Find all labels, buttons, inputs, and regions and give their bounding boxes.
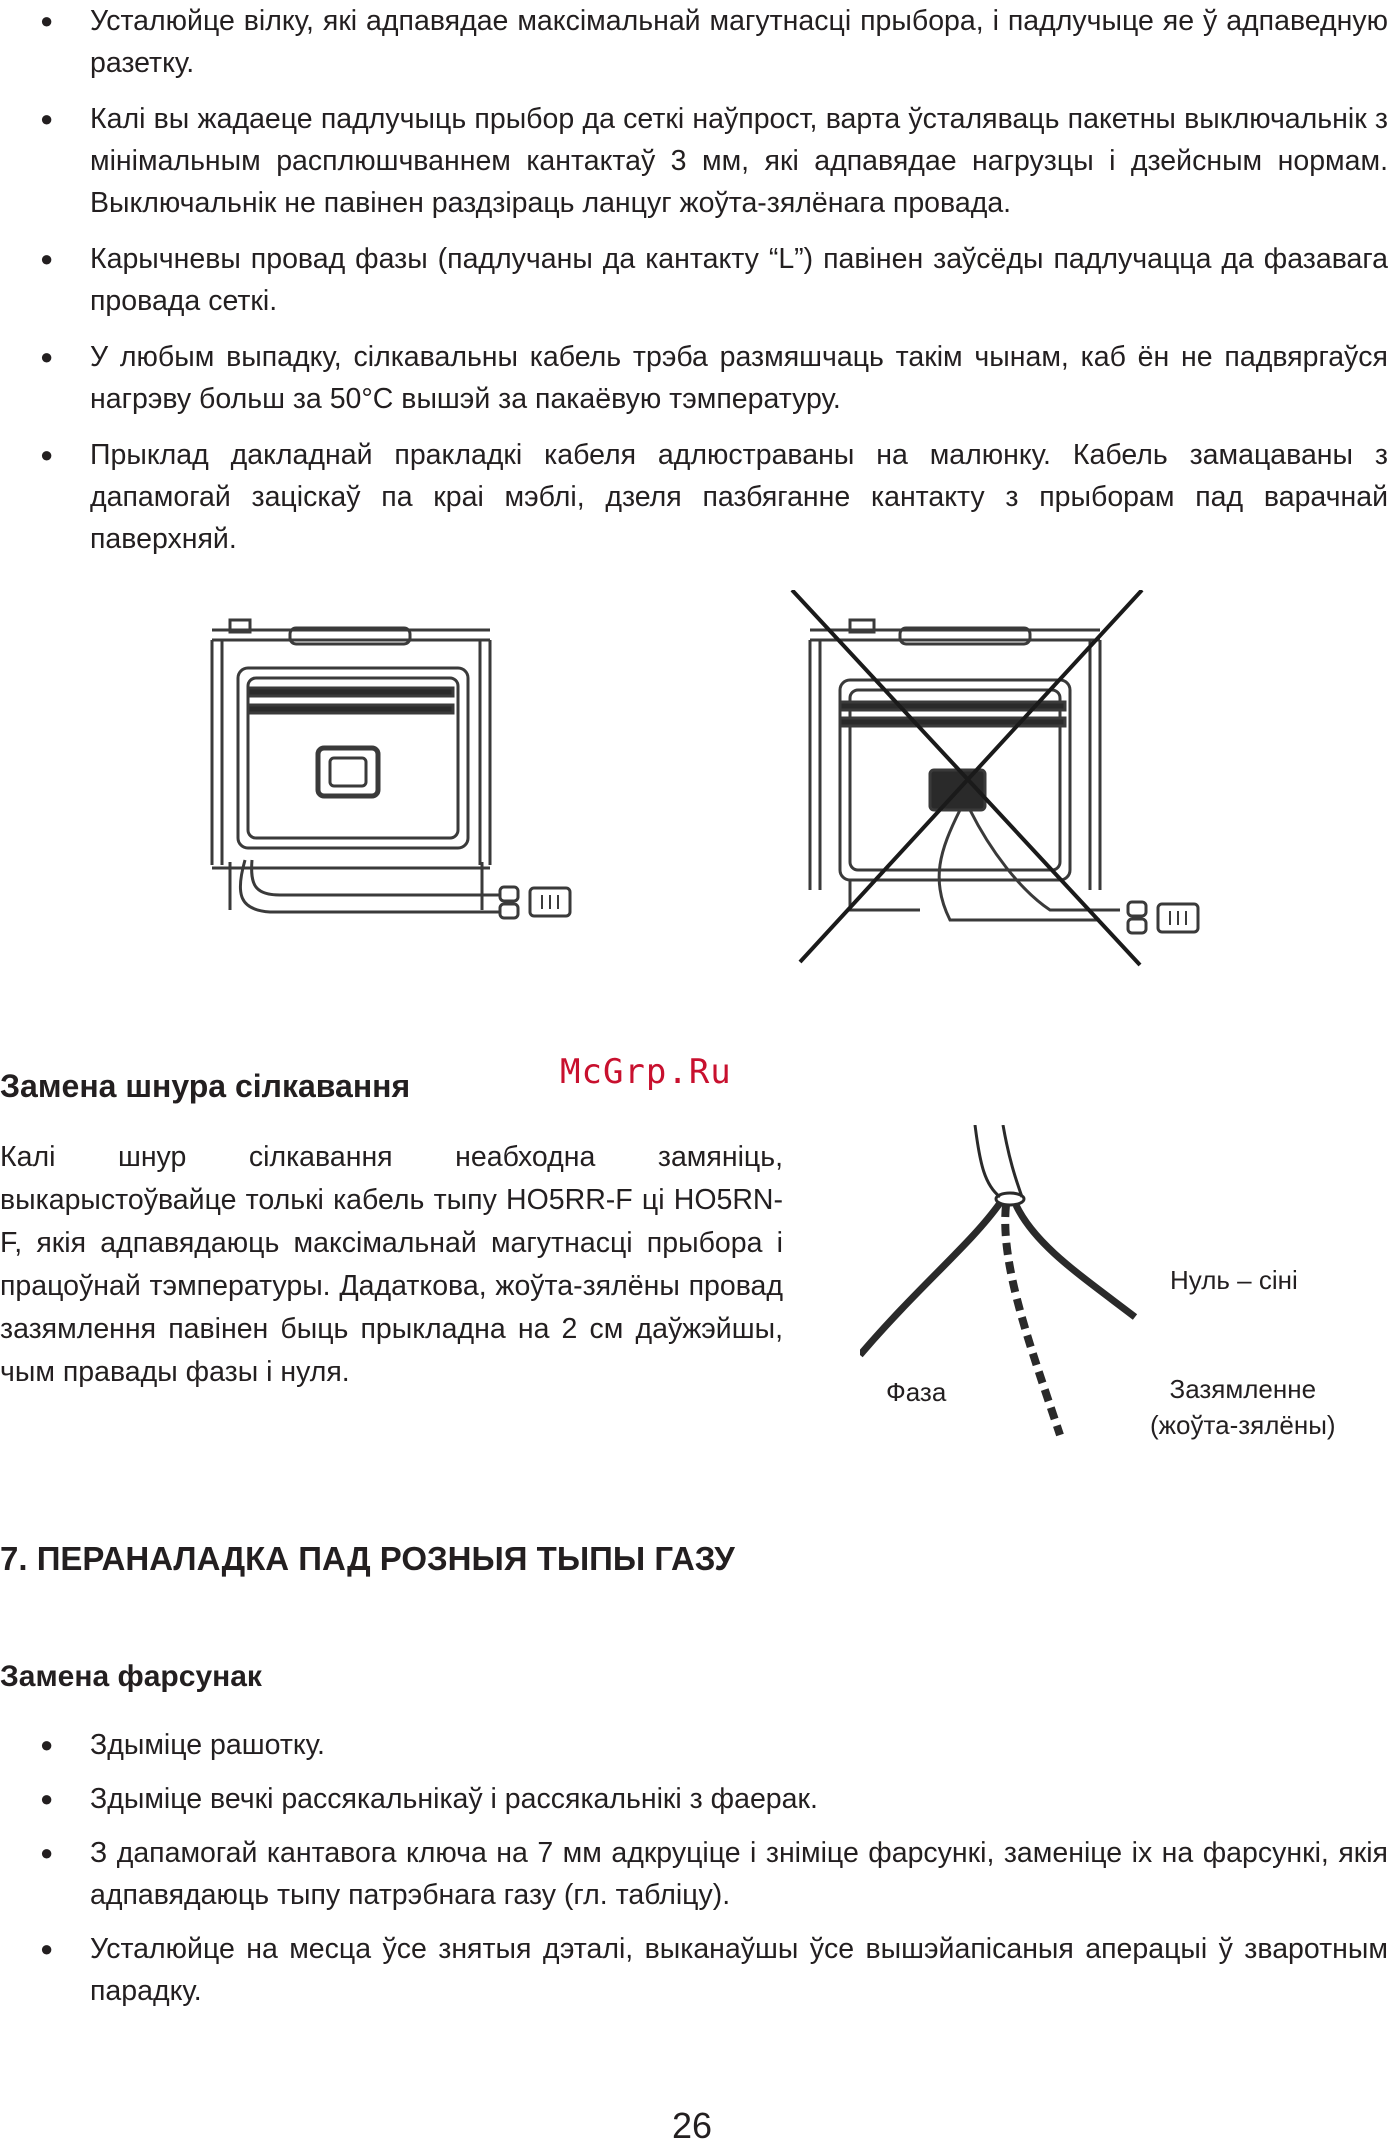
section-title-gas-conversion: 7. ПЕРАНАЛАДКА ПАД РОЗНЫЯ ТЫПЫ ГАЗУ <box>0 1540 735 1577</box>
earth-label-line2: (жоўта-зялёны) <box>1150 1410 1336 1440</box>
list-item: ● Здыміце вечкі рассякальнікаў і рассякальнікі з фаерак. <box>40 1778 1388 1820</box>
list-item: ● Усталюйце на месца ўсе знятыя дэталі, выканаўшы ўсе вышэйапісаныя аперацыі ў зваротным парадку. <box>40 1928 1388 2012</box>
correct-cable-routing-figure <box>200 610 620 950</box>
cord-paragraph: Калі шнур сілкавання неабходна замяніць, выкарыстоўвайце толькі кабель тыпу HO5RR-F ці HO5RN-F, якія адпавядаюць максімальнай магутнасці прыбора і працоўнай тэмпературы. Дадаткова, жоўта-зялёны провад зазямлення павінен быць прыкладна на 2 см даўжэйшы, чым правады фазы і нуля. <box>0 1141 783 1388</box>
page-number: 26 <box>672 2105 713 2146</box>
list-item: ● Здыміце рашотку. <box>40 1724 1388 1766</box>
list-item: ● Калі вы жадаеце падлучыць прыбор да сеткі наўпрост, варта ўсталяваць пакетны выключальнік з мінімальным расплюшчваннем кантактаў 3 мм, які адпавядае нагрузцы і дзейсным нормам. Выключальнік не павінен раздзіраць ланцуг жоўта-зялёнага провада. <box>40 98 1388 224</box>
list-item: ● Карычневы провад фазы (падлучаны да кантакту “L”) павінен заўсёды падлучацца да фазавага провада сеткі. <box>40 238 1388 322</box>
injector-steps-list <box>40 1724 1388 2024</box>
neutral-wire-label: Нуль – сіні <box>1170 1265 1298 1295</box>
subsection-title-injectors: Замена фарсунак <box>0 1660 262 1693</box>
watermark-text: McGrp.Ru <box>560 1052 732 1092</box>
earth-label-line1: Зазямленне <box>1169 1374 1317 1404</box>
list-item: ● З дапамогай кантавога ключа на 7 мм адкруціце і зніміце фарсункі, заменіце іх на фарсункі, якія адпавядаюць тыпу патрэбнага газу (гл. табліцу). <box>40 1832 1388 1916</box>
list-item: ● Усталюйце вілку, які адпавядае максімальнай магутнасці прыбора, і падлучыце яе ў адпаведную разетку. <box>40 0 1388 84</box>
earth-wire-label <box>1150 1371 1336 1443</box>
list-item: ● Прыклад дакладнай пракладкі кабеля адлюстраваны на малюнку. Кабель замацаваны з дапамогай заціскаў па краі мэблі, дзеля пазбяганне кантакту з прыборам пад варачнай паверхняй. <box>40 434 1388 560</box>
cable-instructions-list <box>40 0 1388 574</box>
phase-wire-label: Фаза <box>886 1377 947 1407</box>
section-title-cord: Замена шнура сілкавання <box>0 1068 411 1104</box>
list-item: ● У любым выпадку, сілкавальны кабель трэба размяшчаць такім чынам, каб ён не падвяргаўся нагрэву больш за 50°C вышэй за пакаёвую тэмпературу. <box>40 336 1388 420</box>
incorrect-cable-routing-figure <box>790 590 1210 970</box>
